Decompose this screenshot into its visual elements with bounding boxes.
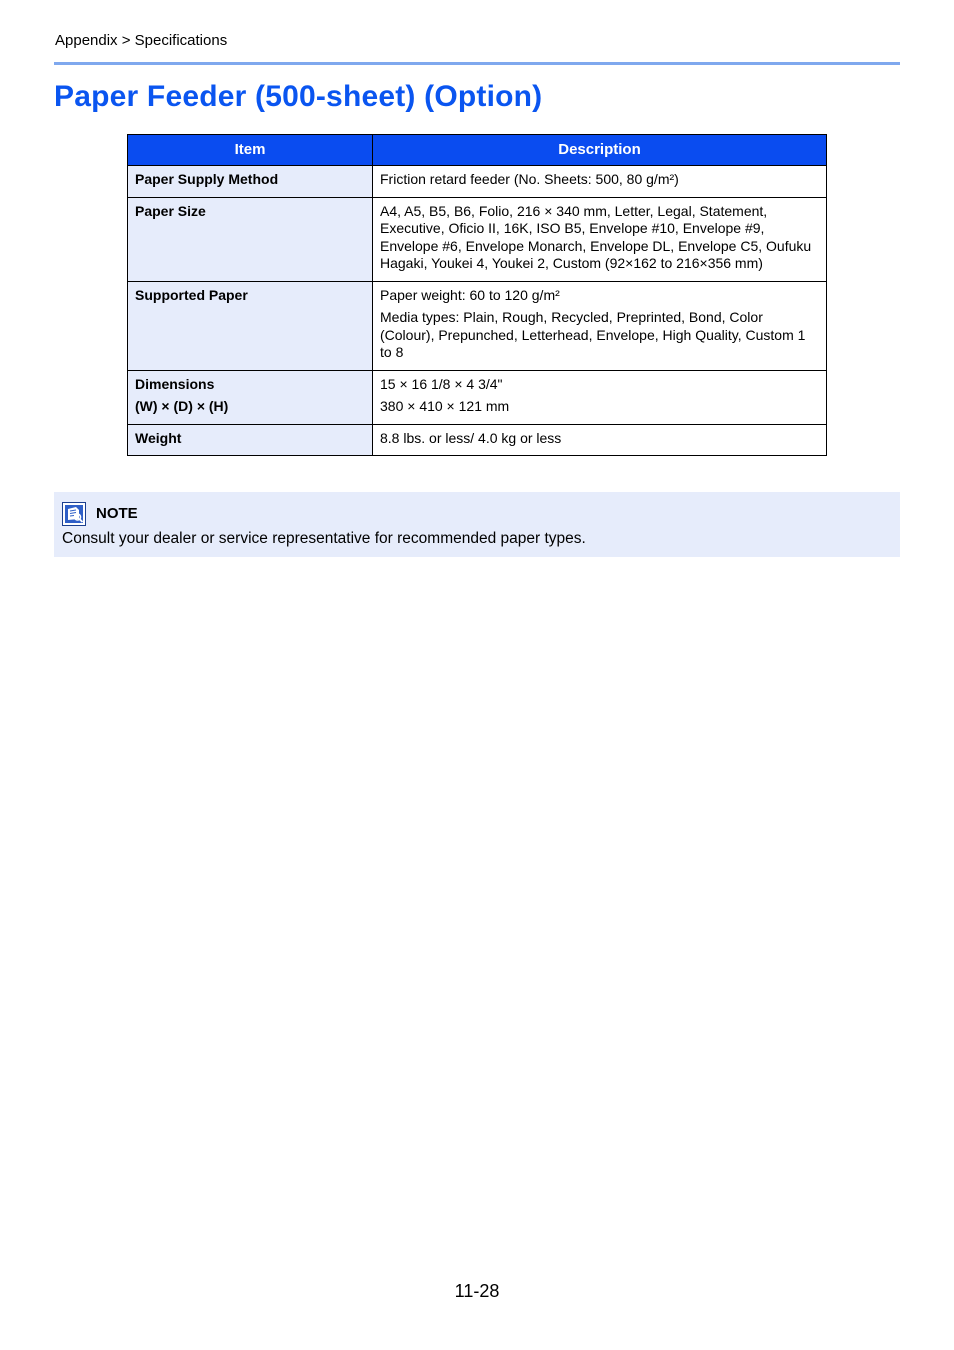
page-title: Paper Feeder (500-sheet) (Option) <box>54 80 543 113</box>
table-row <box>128 281 827 370</box>
table-row <box>128 424 827 456</box>
row-item-cell <box>128 166 373 198</box>
row-description-text: 380 × 410 × 121 mm <box>380 398 510 414</box>
row-item-sublabel: (W) × (D) × (H) <box>135 398 229 414</box>
spec-table <box>127 134 827 456</box>
row-item-cell <box>128 281 373 370</box>
row-item-label: Weight <box>135 429 182 446</box>
row-item-cell <box>128 197 373 281</box>
row-description-text: A4, A5, B5, B6, Folio, 216 × 340 mm, Letter, Legal, Statement, Executive, Oficio II, 16K, ISO B5, Envelope #10, Envelope #9, Envelope #6, Envelope Monarch, Envelope DL, Envelope C5, Oufuku Hagaki, Youkei 4, Youkei 2, Custom (92×162 to 216×356 mm) <box>380 202 812 271</box>
row-description-text: Media types: Plain, Rough, Recycled, Preprinted, Bond, Color (Colour), Prepunched, Letterhead, Envelope, High Quality, Custom 1 to 8 <box>380 309 806 360</box>
header-rule <box>54 62 900 65</box>
row-description-text: Paper weight: 60 to 120 g/m² <box>380 286 560 303</box>
note-box <box>54 492 900 557</box>
table-header-row <box>128 135 827 166</box>
row-description-cell <box>373 424 827 456</box>
row-description-text: 15 × 16 1/8 × 4 3/4" <box>380 375 503 392</box>
page-number: 11-28 <box>454 1281 500 1301</box>
note-icon <box>62 502 86 526</box>
row-description-cell <box>373 370 827 424</box>
row-item-label: Paper Supply Method <box>135 171 279 187</box>
row-description-cell <box>373 281 827 370</box>
table-row <box>128 166 827 198</box>
row-description-cell <box>373 197 827 281</box>
column-header-item: Item <box>128 135 373 166</box>
row-description-cell <box>373 166 827 198</box>
row-item-label: Paper Size <box>135 202 206 219</box>
row-item-label: Dimensions <box>135 375 215 392</box>
row-item-cell <box>128 370 373 424</box>
breadcrumb: Appendix > Specifications <box>55 32 228 49</box>
table-row <box>128 370 827 424</box>
row-description-text: 8.8 lbs. or less/ 4.0 kg or less <box>380 429 562 446</box>
table-row <box>128 197 827 281</box>
row-item-label: Supported Paper <box>135 286 248 303</box>
row-item-cell <box>128 424 373 456</box>
column-header-description: Description <box>373 135 827 166</box>
note-label: NOTE <box>96 505 138 522</box>
note-text: Consult your dealer or service representative for recommended paper types. <box>62 530 586 547</box>
row-description-text: Friction retard feeder (No. Sheets: 500, 80 g/m²) <box>380 171 679 187</box>
